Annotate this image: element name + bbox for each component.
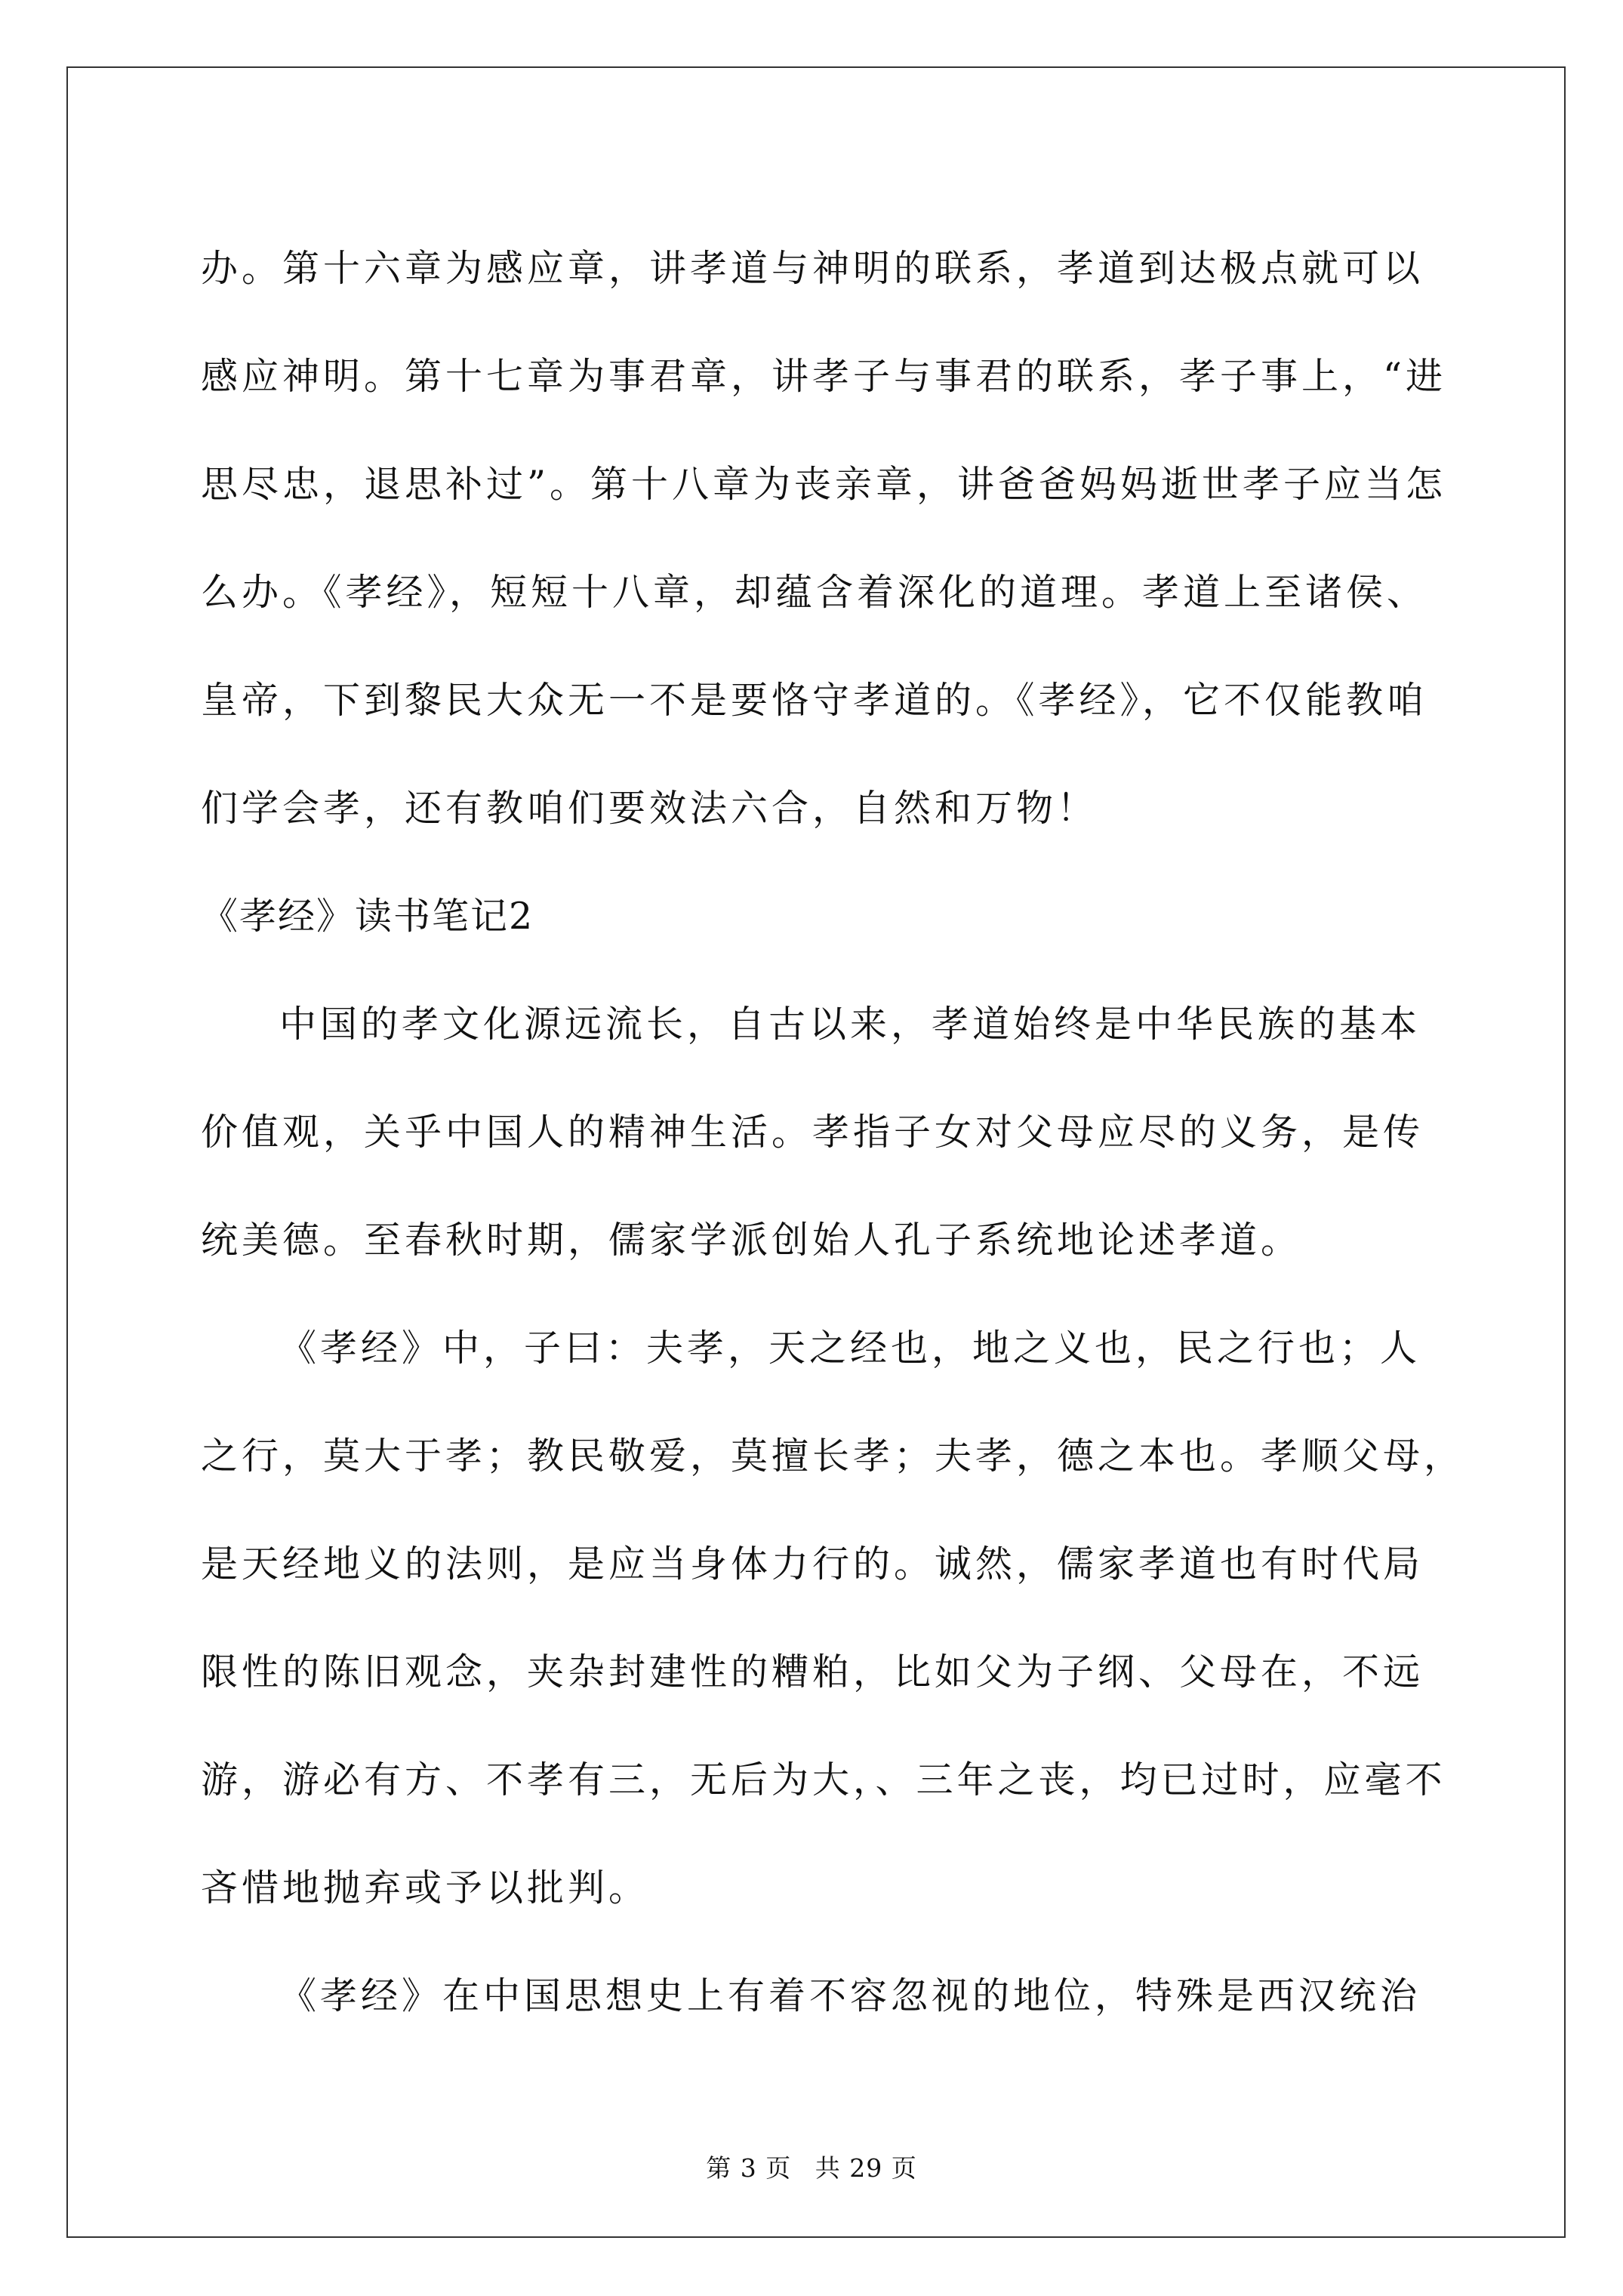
text-line: 是天经地义的法则，是应当身体力行的。诚然，儒家孝道也有时代局 — [201, 1542, 1424, 1586]
text-line: 感应神明。第十七章为事君章，讲孝子与事君的联系，孝子事上，“进 — [201, 355, 1447, 398]
section-heading: 《孝经》读书笔记2 — [201, 895, 534, 938]
text-line: 皇帝，下到黎民大众无一不是要恪守孝道的。《孝经》，它不仅能教咱 — [201, 679, 1428, 722]
page-total: 共 29 页 — [815, 2153, 917, 2183]
text-line: 么办。《孝经》，短短十八章，却蕴含着深化的道理。孝道上至诸侯、 — [201, 571, 1428, 614]
text-line: 办。第十六章为感应章，讲孝道与神明的联系，孝道到达极点就可以 — [201, 247, 1424, 290]
text-line: 《孝经》中，子曰：夫孝，天之经也，地之义也，民之行也；人 — [279, 1327, 1421, 1370]
text-line: 中国的孝文化源远流长，自古以来，孝道始终是中华民族的基本 — [279, 1003, 1421, 1046]
text-line: 们学会孝，还有教咱们要效法六合，自然和万物！ — [201, 787, 1098, 830]
text-line: 吝惜地抛弃或予以批判。 — [201, 1866, 650, 1909]
page-footer — [0, 2149, 1623, 2184]
document-body — [201, 214, 1465, 2050]
text-line: 思尽忠，退思补过”。第十八章为丧亲章，讲爸爸妈妈逝世孝子应当怎 — [201, 463, 1447, 506]
text-line: 《孝经》在中国思想史上有着不容忽视的地位，特殊是西汉统治 — [279, 1974, 1421, 2017]
text-line: 之行，莫大于孝；教民敬爱，莫擅长孝；夫孝，德之本也。孝顺父母， — [201, 1435, 1465, 1478]
text-line: 价值观，关乎中国人的精神生活。孝指子女对父母应尽的义务，是传 — [201, 1111, 1424, 1154]
text-line: 游，游必有方、不孝有三，无后为大，、三年之丧，均已过时，应毫不 — [201, 1758, 1446, 1801]
text-line: 统美德。至春秋时期，儒家学派创始人孔子系统地论述孝道。 — [201, 1219, 1302, 1262]
text-line: 限性的陈旧观念，夹杂封建性的糟粕，比如父为子纲、父母在，不远 — [201, 1650, 1424, 1693]
page-number: 第 3 页 — [706, 2153, 792, 2183]
